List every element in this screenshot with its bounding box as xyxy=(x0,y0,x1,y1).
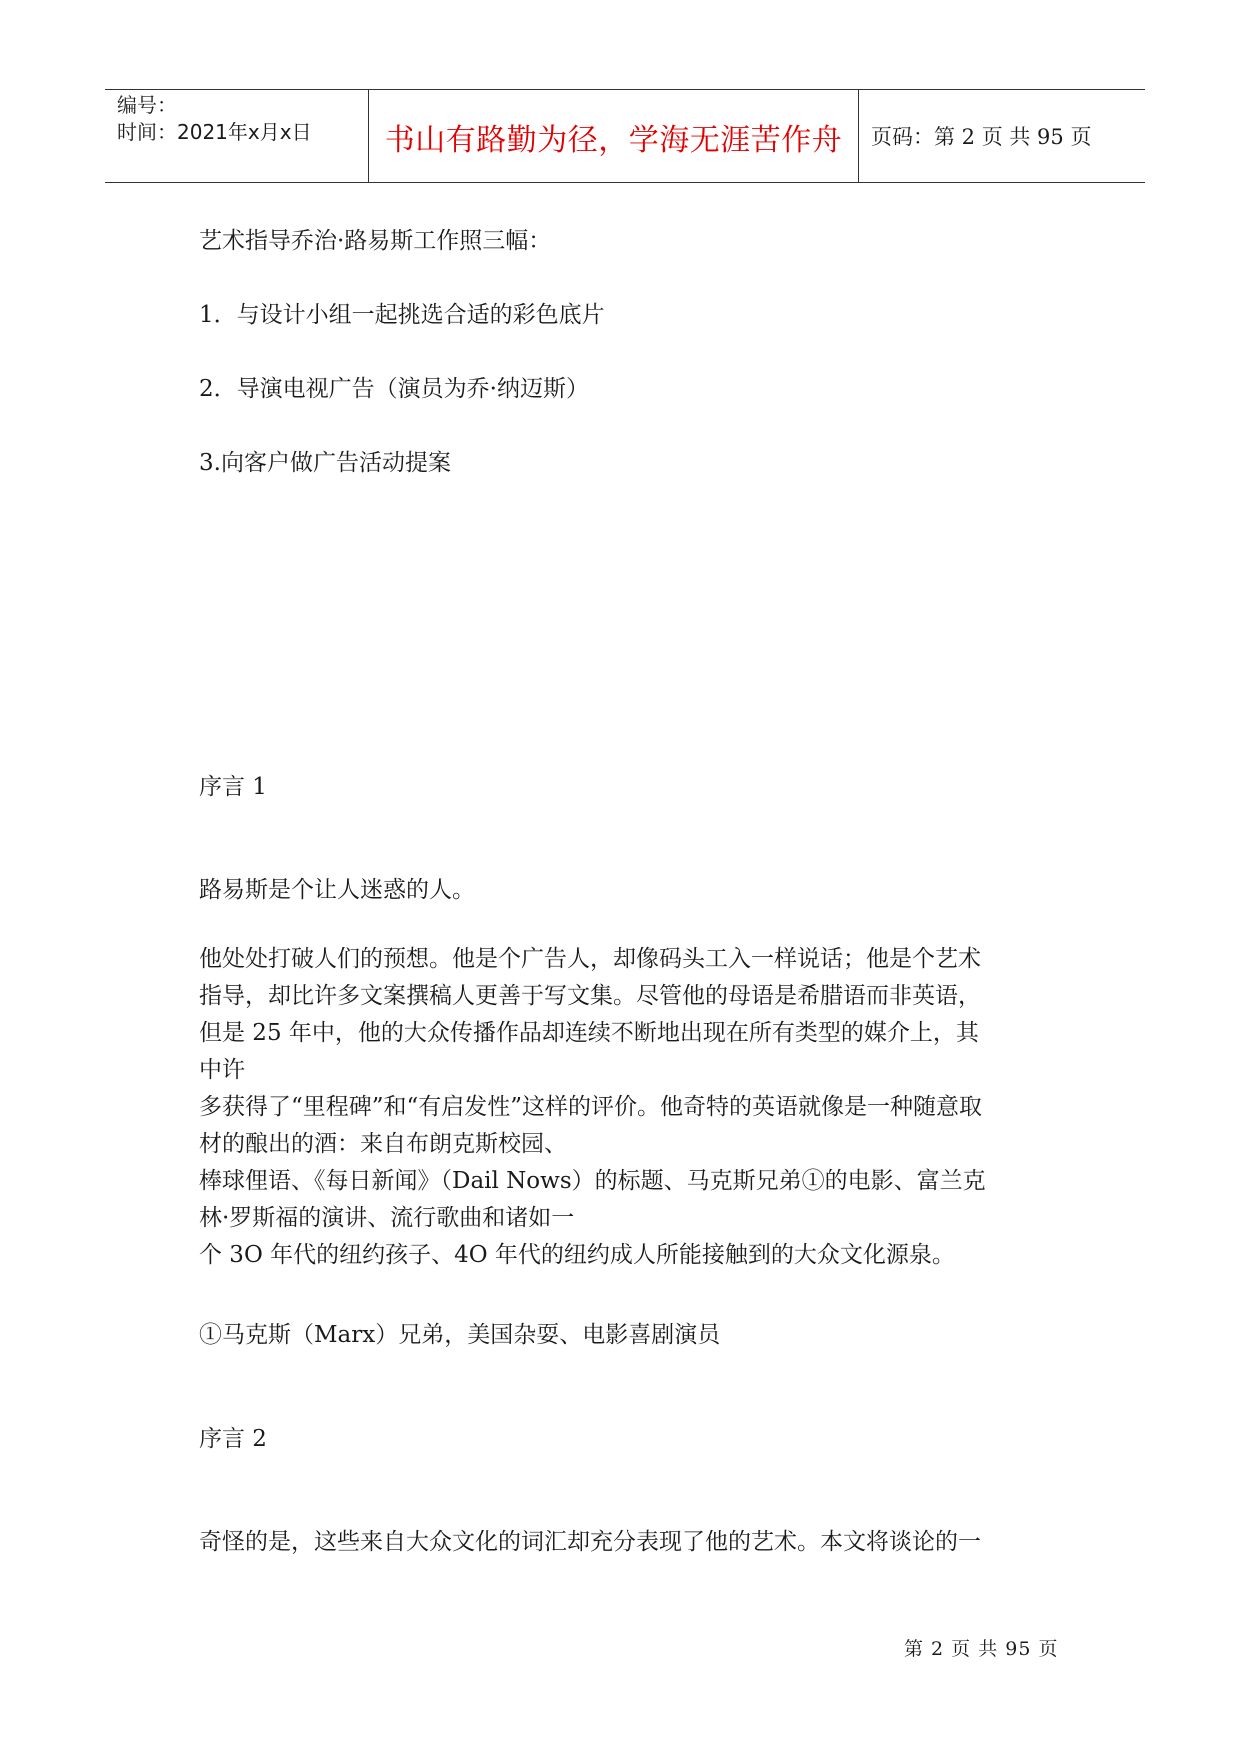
document-header xyxy=(105,89,1145,183)
paragraph-line: 他处处打破人们的预想。他是个广告人，却像码头工入一样说话；他是个艺术 xyxy=(199,946,981,972)
paragraph-line: 多获得了“里程碑”和“有启发性”这样的评价。他奇特的英语就像是一种随意取 xyxy=(199,1094,983,1120)
page-footer: 第 2 页 共 95 页 xyxy=(904,1638,1059,1660)
preface-2-paragraph-1: 奇怪的是，这些来自大众文化的词汇却充分表现了他的艺术。本文将谈论的一 xyxy=(199,1529,981,1555)
header-motto: 书山有路勤为径，学海无涯苦作舟 xyxy=(369,90,859,182)
paragraph-line: 材的酿出的酒：来自布朗克斯校园、 xyxy=(199,1131,567,1157)
paragraph-line: 中许 xyxy=(199,1057,245,1083)
preface-1-paragraph-2 xyxy=(199,941,1061,1274)
time-label: 时间：2021年x月x日 xyxy=(117,120,312,144)
number-label: 编号： xyxy=(117,93,177,117)
list-item-2: 2．导演电视广告（演员为乔·纳迈斯） xyxy=(199,376,589,402)
paragraph-line: 个 3O 年代的纽约孩子、4O 年代的纽约成人所能接触到的大众文化源泉。 xyxy=(199,1242,955,1268)
paragraph-line: 棒球俚语、《每日新闻》（Dail Nows）的标题、马克斯兄弟①的电影、富兰克 xyxy=(199,1168,986,1194)
paragraph-line: 林·罗斯福的演讲、流行歌曲和诸如一 xyxy=(199,1205,575,1231)
footnote: ①马克斯（Marx）兄弟，美国杂耍、电影喜剧演员 xyxy=(199,1322,721,1348)
preface-1-paragraph-1: 路易斯是个让人迷惑的人。 xyxy=(199,877,475,903)
list-item-1: 1．与设计小组一起挑选合适的彩色底片 xyxy=(199,302,605,328)
preface-2-title: 序言 2 xyxy=(199,1426,267,1452)
list-item-3: 3.向客户做广告活动提案 xyxy=(199,450,451,476)
paragraph-line: 指导，却比许多文案撰稿人更善于写文集。尽管他的母语是希腊语而非英语， xyxy=(199,983,981,1009)
header-meta xyxy=(105,90,369,182)
photo-intro: 艺术指导乔治·路易斯工作照三幅： xyxy=(199,228,552,254)
preface-1-title: 序言 1 xyxy=(199,774,267,800)
paragraph-line: 但是 25 年中，他的大众传播作品却连续不断地出现在所有类型的媒介上，其 xyxy=(199,1020,979,1046)
header-page-label: 页码：第 2 页 共 95 页 xyxy=(871,125,1092,149)
